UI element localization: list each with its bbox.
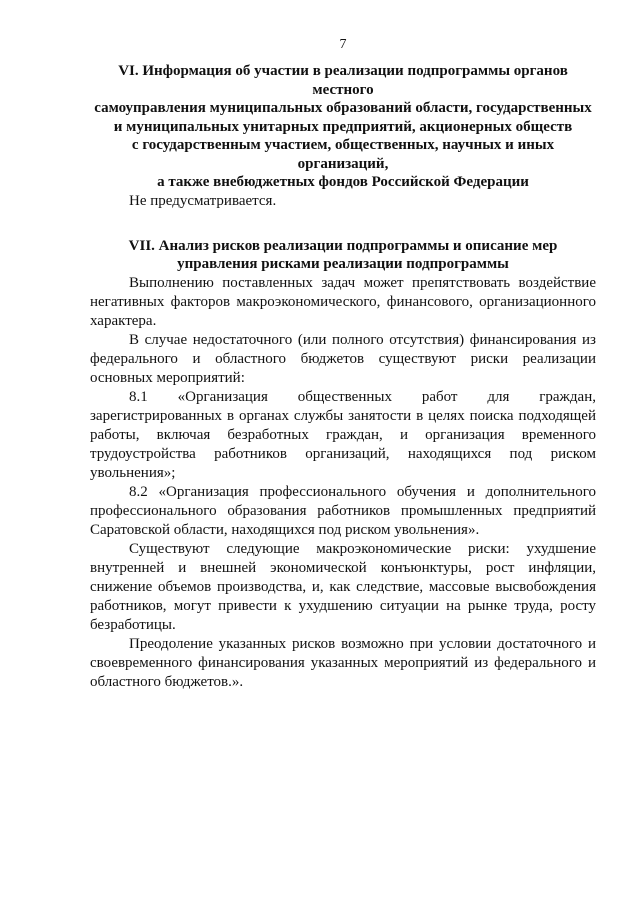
section-6-heading-line: и муниципальных унитарных предприятий, акционерных обществ xyxy=(113,118,573,135)
section-6-heading xyxy=(90,62,596,192)
section-6-heading-line: а также внебюджетных фондов Российской Федерации xyxy=(157,174,529,190)
section-7-heading-line: управления рисками реализации подпрограммы xyxy=(177,256,509,272)
section-6-heading-line: VI. Информация об участии в реализации подпрограммы органов местного xyxy=(118,63,568,98)
page-number: 7 xyxy=(339,37,347,52)
section-6-body: Не предусматривается. xyxy=(129,192,277,209)
section-7-paragraph: 8.2 «Организация профессионального обучения и дополнительного профессионального образования работников промышленных предприятий Саратовской области, находящихся под риском увольнения». xyxy=(90,483,596,538)
section-7-heading-line: VII. Анализ рисков реализации подпрограммы и описание мер xyxy=(128,237,558,254)
section-6-heading-line: самоуправления муниципальных образований области, государственных xyxy=(94,100,592,116)
section-spacer xyxy=(90,211,596,237)
section-7-heading xyxy=(90,237,596,274)
section-7-paragraph: В случае недостаточного (или полного отсутствия) финансирования из федерального и областного бюджетов существуют риски реализации основных мероприятий: xyxy=(90,331,596,386)
section-7-paragraph: Существуют следующие макроэкономические риски: ухудшение внутренней и внешней экономической конъюнктуры, рост инфляции, снижение объемов производства, и, как следствие, массовые высвобождения работников, могут привести к ухудшению ситуации на рынке труда, росту безработицы. xyxy=(90,540,596,633)
section-7-paragraph: 8.1 «Организация общественных работ для граждан, зарегистрированных в органах службы занятости в целях поиска подходящей работы, включая безработных граждан, и организация временного трудоустройства работников организаций, находящихся под риском увольнения»; xyxy=(90,388,596,481)
section-7-paragraph: Преодоление указанных рисков возможно при условии достаточного и своевременного финансирования указанных мероприятий из федерального и областного бюджетов.». xyxy=(90,635,596,690)
section-7-paragraph: Выполнению поставленных задач может препятствовать воздействие негативных факторов макроэкономического, финансового, организационного характера. xyxy=(90,274,596,329)
document-page xyxy=(90,36,596,692)
section-6-heading-line: с государственным участием, общественных, научных и иных организаций, xyxy=(131,137,555,172)
